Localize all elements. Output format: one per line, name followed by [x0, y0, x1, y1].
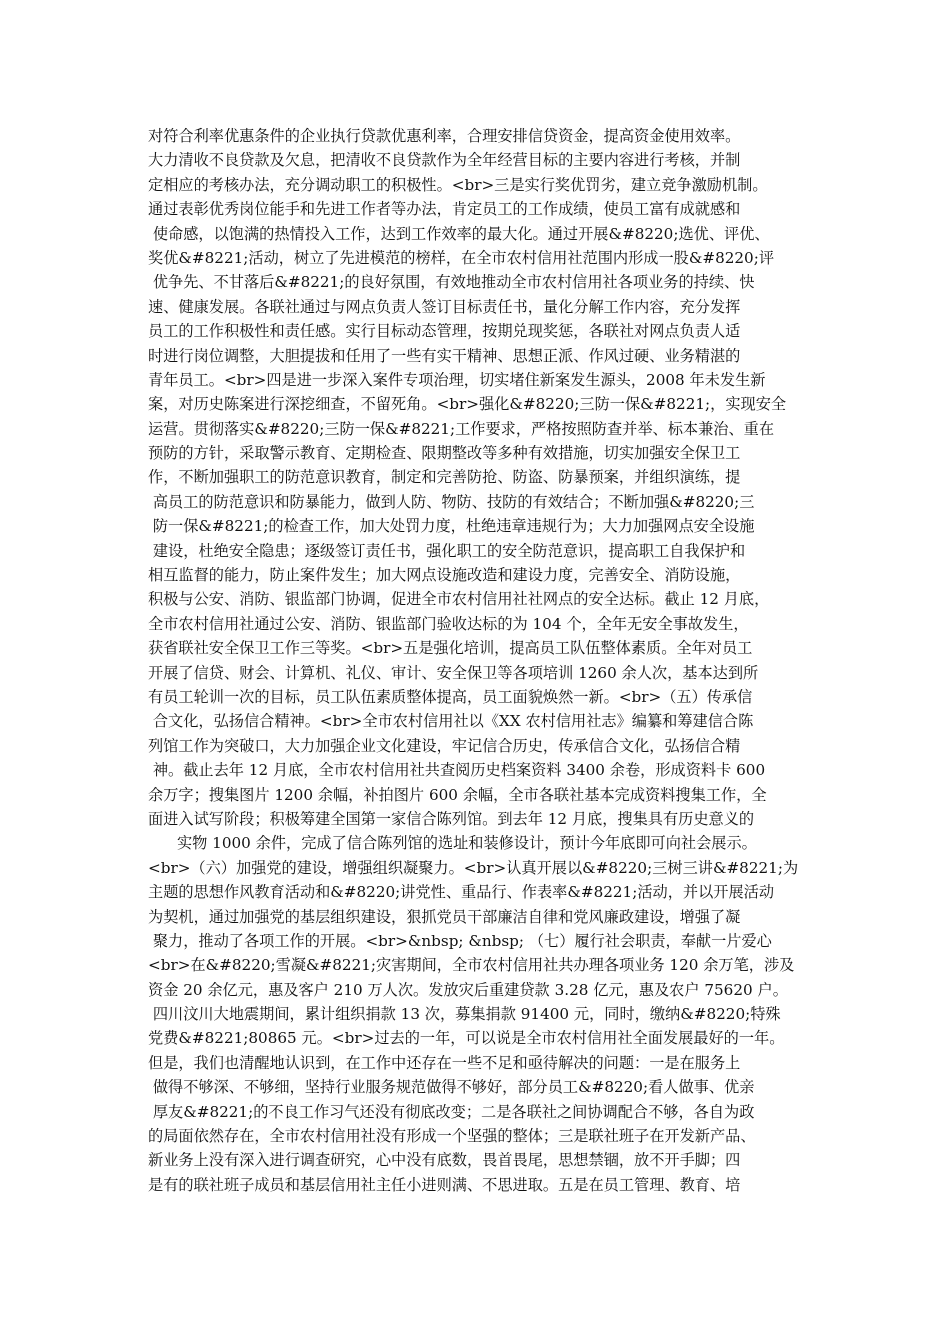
text-line: 但是，我们也清醒地认识到，在工作中还存在一些不足和亟待解决的问题：一是在服务上	[148, 1053, 741, 1072]
text-line: 速、健康发展。各联社通过与网点负责人签订目标责任书，量化分解工作内容，充分发挥	[148, 297, 741, 316]
text-line: 全市农村信用社通过公安、消防、银监部门验收达标的为 104 个，全年无安全事故发生，	[148, 614, 749, 633]
text-line: 做得不够深、不够细，坚持行业服务规范做得不够好，部分员工&#8220;看人做事、优亲	[148, 1078, 755, 1097]
text-line: 厚友&#8221;的不良工作习气还没有彻底改变；二是各联社之间协调配合不够，各自为政	[148, 1102, 755, 1121]
text-line: 主题的思想作风教育活动和&#8220;讲党性、重品行、作表率&#8221;活动，并以开展活动	[148, 883, 775, 902]
text-line: 案，对历史陈案进行深挖细查，不留死角。<br>强化&#8220;三防一保&#8221;，实现安全	[148, 395, 787, 414]
text-line: 神。截止去年 12 月底，全市农村信用社共查阅历史档案资料 3400 余卷，形成资料卡 600	[148, 761, 766, 780]
text-line: 是有的联社班子成员和基层信用社主任小进则满、不思进取。五是在员工管理、教育、培	[148, 1175, 741, 1194]
text-line: 的局面依然存在，全市农村信用社没有形成一个坚强的整体；三是联社班子在开发新产品、	[148, 1127, 756, 1146]
text-line: 时进行岗位调整，大胆提拔和任用了一些有实干精神、思想正派、作风过硬、业务精湛的	[148, 346, 741, 365]
text-line: 高员工的防范意识和防暴能力，做到人防、物防、技防的有效结合；不断加强&#8220;三	[148, 492, 755, 511]
text-line: <br>在&#8220;雪凝&#8221;灾害期间，全市农村信用社共办理各项业务 120 余万笔，涉及	[148, 956, 795, 975]
text-line: 实物 1000 余件，完成了信合陈列馆的选址和装修设计，预计今年底即可向社会展示。	[148, 834, 757, 853]
text-line: 奖优&#8221;活动，树立了先进模范的榜样，在全市农村信用社范围内形成一股&#8220;评	[148, 248, 775, 267]
text-line: 四川汶川大地震期间，累计组织捐款 13 次，募集捐款 91400 元，同时，缴纳&#8220;特殊	[148, 1005, 781, 1024]
text-line: 开展了信贷、财会、计算机、礼仪、审计、安全保卫等各项培训 1260 余人次，基本达到所	[148, 663, 759, 682]
text-line: 面进入试写阶段；积极筹建全国第一家信合陈列馆。到去年 12 月底，搜集具有历史意义的	[148, 809, 755, 828]
text-line: 大力清收不良贷款及欠息，把清收不良贷款作为全年经营目标的主要内容进行考核，并制	[148, 151, 741, 170]
text-line: 防一保&#8221;的检查工作，加大处罚力度，杜绝违章违规行为；大力加强网点安全设施	[148, 517, 755, 536]
text-line: 聚力，推动了各项工作的开展。<br>&nbsp; &nbsp; （七）履行社会职责，奉献一片爱心	[148, 931, 772, 950]
text-line: 为契机，通过加强党的基层组织建设，狠抓党员干部廉洁自律和党风廉政建设，增强了凝	[148, 907, 741, 926]
text-line: 优争先、不甘落后&#8221;的良好氛围，有效地推动全市农村信用社各项业务的持续、快	[148, 273, 755, 292]
text-line: 资金 20 余亿元，惠及客户 210 万人次。发放灾后重建贷款 3.28 亿元，惠及农户 75620 户。	[148, 980, 788, 999]
text-line: 预防的方针，采取警示教育、定期检查、限期整改等多种有效措施，切实加强安全保卫工	[148, 444, 741, 463]
text-line: 合文化，弘扬信合精神。<br>全市农村信用社以《XX 农村信用社志》编纂和筹建信合陈	[148, 712, 754, 731]
text-line: 新业务上没有深入进行调查研究，心中没有底数，畏首畏尾，思想禁锢，放不开手脚；四	[148, 1151, 741, 1170]
text-line: 员工的工作积极性和责任感。实行目标动态管理，按期兑现奖惩，各联社对网点负责人适	[148, 322, 741, 341]
text-line: 青年员工。<br>四是进一步深入案件专项治理，切实堵住新案发生源头，2008 年未发生新	[148, 370, 766, 389]
text-line: <br>（六）加强党的建设，增强组织凝聚力。<br>认真开展以&#8220;三树三讲&#8221;为	[148, 858, 799, 877]
text-line: 获省联社安全保卫工作三等奖。<br>五是强化培训，提高员工队伍整体素质。全年对员工	[148, 639, 753, 658]
text-line: 定相应的考核办法，充分调动职工的积极性。<br>三是实行奖优罚劣，建立竞争激励机制。	[148, 175, 768, 194]
text-line: 使命感，以饱满的热情投入工作，达到工作效率的最大化。通过开展&#8220;选优、评优、	[148, 224, 770, 243]
text-line: 列馆工作为突破口，大力加强企业文化建设，牢记信合历史，传承信合文化，弘扬信合精	[148, 736, 741, 755]
text-line: 相互监督的能力，防止案件发生；加大网点设施改造和建设力度，完善安全、消防设施，	[148, 566, 741, 585]
text-line: 有员工轮训一次的目标，员工队伍素质整体提高，员工面貌焕然一新。<br>（五）传承信	[148, 687, 753, 706]
text-line: 余万字；搜集图片 1200 余幅，补拍图片 600 余幅，全市各联社基本完成资料搜集工作，全	[148, 785, 767, 804]
text-line: 建设，杜绝安全隐患；逐级签订责任书，强化职工的安全防范意识，提高职工自我保护和	[148, 541, 746, 560]
text-line: 作，不断加强职工的防范意识教育，制定和完善防抢、防盗、防暴预案，并组织演练，提	[148, 468, 741, 487]
body-text	[148, 124, 828, 1197]
text-line: 对符合利率优惠条件的企业执行贷款优惠利率，合理安排信贷资金，提高资金使用效率。	[148, 127, 741, 145]
text-line: 党费&#8221;80865 元。<br>过去的一年，可以说是全市农村信用社全面发展最好的一年。	[148, 1029, 785, 1048]
text-line: 运营。贯彻落实&#8220;三防一保&#8221;工作要求，严格按照防查并举、标本兼治、重在	[148, 419, 775, 438]
text-line: 通过表彰优秀岗位能手和先进工作者等办法，肯定员工的工作成绩，使员工富有成就感和	[148, 200, 741, 219]
text-line: 积极与公安、消防、银监部门协调，促进全市农村信用社社网点的安全达标。截止 12 月底，	[148, 590, 770, 609]
